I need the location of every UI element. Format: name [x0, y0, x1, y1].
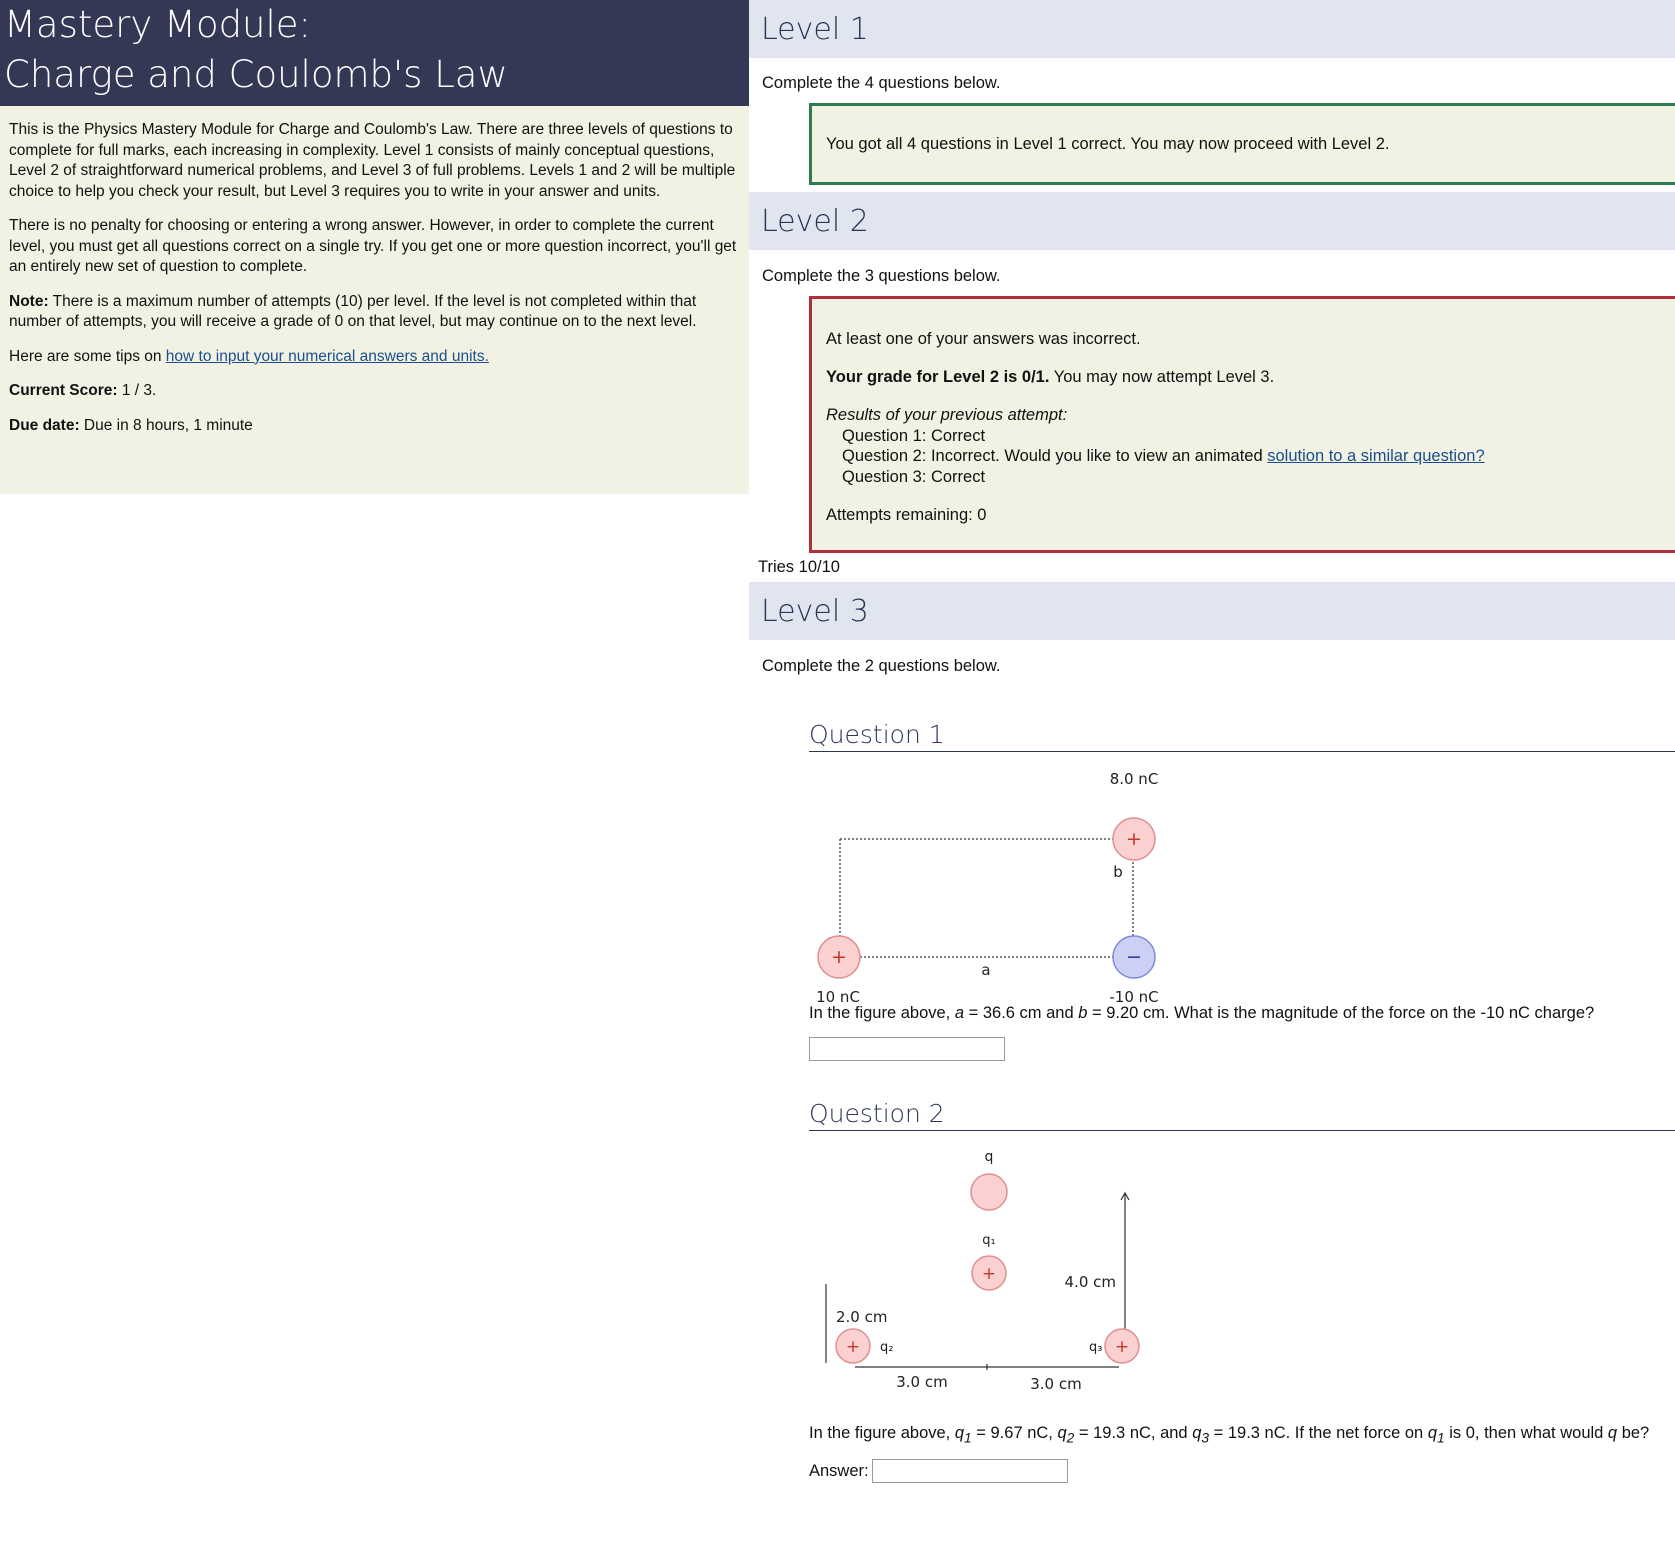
note-text: There is a maximum number of attempts (10) per level. If the level is not completed within that number of attempts, you will receive a grade of 0 on that level, but may continue on to the next level.: [9, 292, 697, 330]
module-sidebar: [0, 0, 749, 494]
level3-heading: Level 3: [761, 593, 869, 629]
question1-left-plus-sign: +: [831, 946, 847, 968]
question1-a-label: a: [981, 961, 991, 979]
question2-answer-label: Answer:: [809, 1461, 869, 1480]
score-label: Current Score:: [9, 382, 118, 399]
question2-q2-label: q₂: [880, 1340, 894, 1355]
question1-dashed-guides: [840, 839, 1133, 957]
levels-panel: [749, 0, 1675, 1483]
note-paragraph: [9, 292, 740, 333]
note-label: Note:: [9, 292, 49, 310]
level3-header: [749, 582, 1675, 640]
question2-horizontal-dimension: [855, 1364, 1119, 1370]
level1-subtitle: Complete the 4 questions below.: [762, 74, 1001, 92]
question2-distance-30-right: 3.0 cm: [1030, 1375, 1082, 1393]
previous-results: [826, 405, 1661, 487]
question2-prompt: [809, 1424, 1675, 1445]
question2-var-q3: q: [1192, 1424, 1202, 1442]
module-title: [0, 0, 749, 106]
question1-text-2: = 36.6 cm and: [964, 1004, 1079, 1022]
question2-text-3: = 19.3 nC, and: [1074, 1424, 1193, 1442]
question2-charge-q: [971, 1174, 1007, 1210]
level2-heading: Level 2: [761, 203, 869, 239]
question1-var-a: a: [954, 1004, 965, 1022]
question1-right-charge-label: -10 nC: [1109, 988, 1159, 1006]
score-value: 1 / 3.: [117, 382, 157, 399]
level2-feedback-box: [809, 296, 1675, 553]
question1-prompt: [809, 1004, 1675, 1023]
module-intro: [0, 106, 749, 494]
result-question-2: [826, 447, 1485, 465]
results-label: Results of your previous attempt:: [826, 406, 1068, 424]
due-date: [9, 416, 740, 437]
level2-grade: [826, 367, 1661, 387]
result-question-2-text: Question 2: Incorrect. Would you like to view an animated: [842, 447, 1268, 465]
tries-counter: Tries 10/10: [758, 558, 840, 576]
question2-q3-label: q₃: [1089, 1340, 1103, 1355]
question2-q1-label: q₁: [982, 1233, 996, 1248]
question2-sub-2: 2: [1066, 1430, 1075, 1446]
question2-text-1: In the figure above,: [809, 1424, 955, 1442]
question1-figure: [749, 752, 1675, 1006]
question1-top-charge-label: 8.0 nC: [1109, 770, 1159, 788]
intro-paragraph-2: There is no penalty for choosing or entering a wrong answer. However, in order to complete the current level, you must get all questions correct on a single try. If you get one or more question incorrect, you'll get an entirely new set of question to complete.: [9, 217, 737, 275]
tips-paragraph: [9, 347, 740, 368]
question1-answer-row: [809, 1037, 1675, 1061]
solution-link[interactable]: solution to a similar question?: [1267, 447, 1485, 465]
question2-text-6: be?: [1617, 1424, 1650, 1442]
result-question-1: Question 1: Correct: [842, 426, 986, 445]
level1-heading: Level 1: [761, 11, 869, 47]
question1-b-label: b: [1113, 863, 1123, 881]
question2-var-q1b: q: [1427, 1424, 1437, 1442]
level1-feedback: You got all 4 questions in Level 1 correct. You may now proceed with Level 2.: [826, 134, 1390, 153]
attempts-remaining: Attempts remaining: 0: [826, 506, 987, 524]
question2-sub-1: 1: [964, 1430, 972, 1446]
question2-sub-1b: 1: [1437, 1430, 1445, 1446]
incorrect-message: At least one of your answers was incorrect.: [826, 330, 1141, 348]
question2-text-2: = 9.67 nC,: [971, 1424, 1058, 1442]
question2-answer-row: [809, 1459, 1675, 1483]
level1-feedback-box: [809, 103, 1675, 185]
question2-figure: [749, 1131, 1675, 1416]
question1-left-charge-label: 10 nC: [816, 988, 860, 1006]
question2-answer-input[interactable]: [872, 1459, 1068, 1483]
grade-rest: You may now attempt Level 3.: [1049, 368, 1275, 386]
due-value: Due in 8 hours, 1 minute: [79, 416, 253, 434]
tips-prefix: Here are some tips on: [9, 347, 166, 365]
question2-text-5: is 0, then what would: [1444, 1424, 1608, 1442]
question2-var-q2: q: [1057, 1424, 1067, 1442]
question2-q-label: q: [984, 1149, 994, 1165]
module-title-line1: Mastery Module:: [4, 3, 312, 46]
level2-subtitle: Complete the 3 questions below.: [762, 267, 1001, 285]
result-question-3: Question 3: Correct: [842, 467, 986, 486]
module-title-line2: Charge and Coulomb's Law: [4, 53, 508, 96]
question1-var-b: b: [1078, 1004, 1088, 1022]
question2-var-q: q: [1607, 1424, 1618, 1442]
question2-distance-30-left: 3.0 cm: [896, 1373, 948, 1391]
intro-paragraph-1: This is the Physics Mastery Module for Charge and Coulomb's Law. There are three levels of questions to complete for full marks, each increasing in complexity. Level 1 consists of mainly conceptual questions, Level 2 of straightforward numerical problems, and Level 3 of full problems. Levels 1 and 2 will be multiple choice to help you check your result, but Level 3 requires you to write in your answer and units.: [9, 121, 736, 200]
question2-q2-plus-sign: +: [845, 1337, 861, 1357]
tips-link[interactable]: how to input your numerical answers and units.: [165, 347, 489, 365]
grade-bold: Your grade for Level 2 is 0/1.: [826, 368, 1050, 386]
question2-text-4: = 19.3 nC. If the net force on: [1209, 1424, 1428, 1442]
question2-distance-20: 2.0 cm: [836, 1308, 888, 1326]
question1-text-3: = 9.20 cm. What is the magnitude of the force on the -10 nC charge?: [1087, 1004, 1595, 1022]
question2-sub-3: 3: [1201, 1430, 1210, 1446]
question1-text-1: In the figure above,: [809, 1004, 955, 1022]
question2-distance-40: 4.0 cm: [1064, 1273, 1116, 1291]
question2-q1-plus-sign: +: [981, 1264, 997, 1284]
level3-subtitle: Complete the 2 questions below.: [762, 657, 1001, 675]
question1-top-plus-sign: +: [1126, 828, 1142, 850]
question1-title: Question 1: [809, 720, 1675, 752]
level2-header: [749, 192, 1675, 250]
question1-answer-input[interactable]: [809, 1037, 1005, 1061]
due-label: Due date:: [9, 416, 80, 434]
current-score: [9, 381, 740, 402]
question2-var-q1: q: [954, 1424, 965, 1442]
question1-minus-sign: −: [1126, 946, 1142, 968]
question2-q3-plus-sign: +: [1114, 1337, 1130, 1357]
question2-title: Question 2: [809, 1099, 1675, 1131]
level1-header: [749, 0, 1675, 58]
